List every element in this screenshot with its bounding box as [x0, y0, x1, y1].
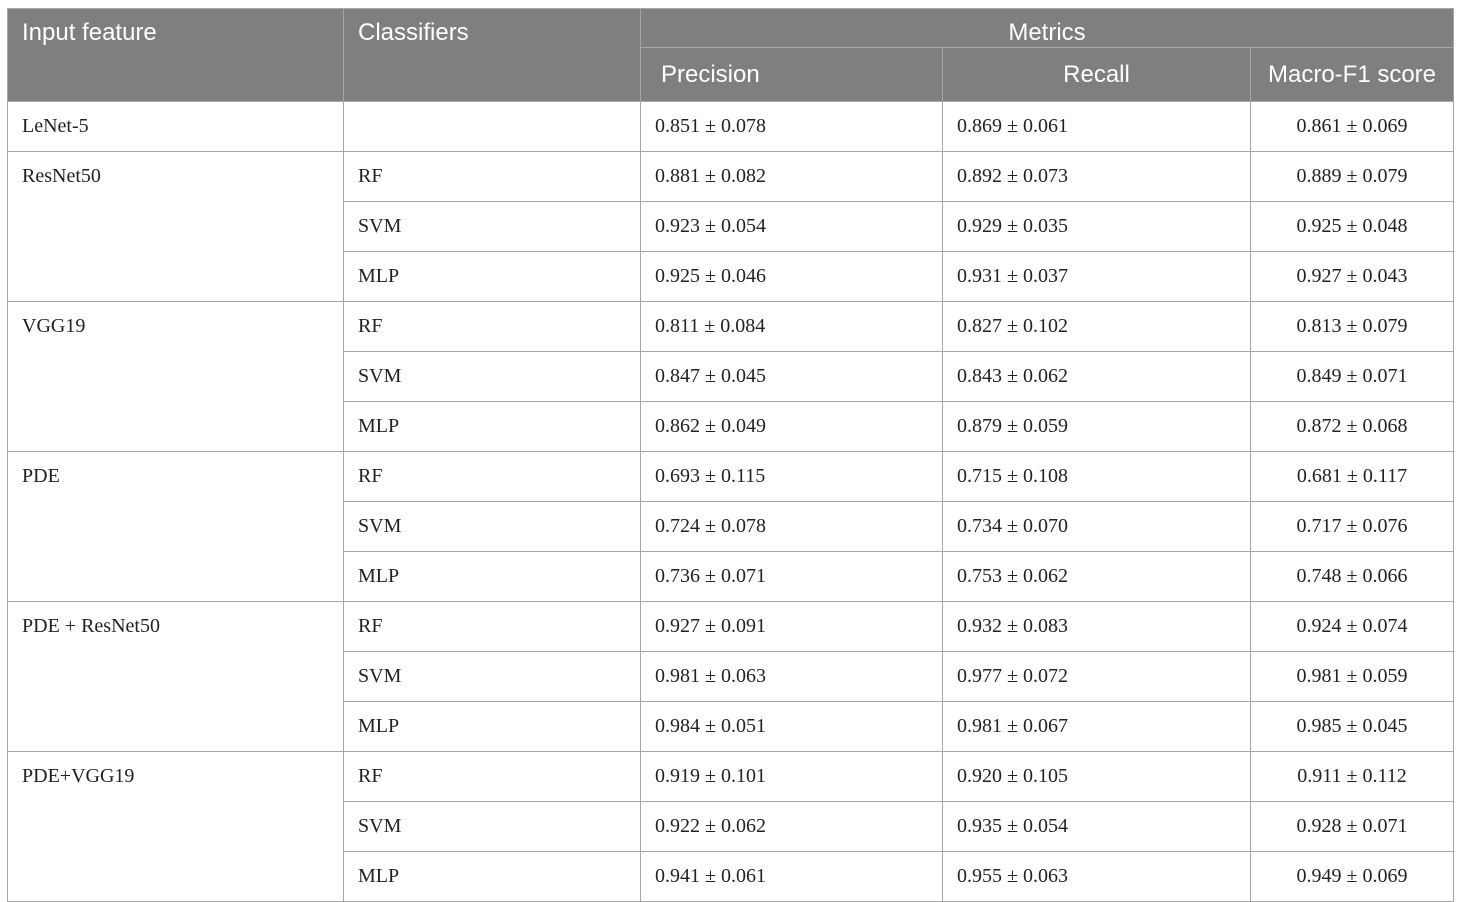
cell-precision: 0.881 ± 0.082 [641, 152, 943, 202]
cell-recall: 0.920 ± 0.105 [943, 752, 1251, 802]
header-metrics: Metrics [641, 9, 1454, 48]
cell-macro-f1: 0.861 ± 0.069 [1251, 102, 1454, 152]
cell-precision: 0.925 ± 0.046 [641, 252, 943, 302]
cell-precision: 0.984 ± 0.051 [641, 702, 943, 752]
cell-classifier: RF [344, 602, 641, 652]
cell-classifier: RF [344, 152, 641, 202]
table-header [8, 9, 1454, 102]
cell-recall: 0.827 ± 0.102 [943, 302, 1251, 352]
cell-input-feature: ResNet50 [8, 152, 344, 302]
cell-precision: 0.862 ± 0.049 [641, 402, 943, 452]
header-macro-f1: Macro-F1 score [1251, 48, 1454, 102]
cell-classifier: MLP [344, 852, 641, 902]
cell-recall: 0.715 ± 0.108 [943, 452, 1251, 502]
cell-recall: 0.977 ± 0.072 [943, 652, 1251, 702]
cell-recall: 0.931 ± 0.037 [943, 252, 1251, 302]
cell-precision: 0.851 ± 0.078 [641, 102, 943, 152]
cell-macro-f1: 0.748 ± 0.066 [1251, 552, 1454, 602]
cell-macro-f1: 0.813 ± 0.079 [1251, 302, 1454, 352]
table-row [8, 452, 1454, 502]
cell-precision: 0.724 ± 0.078 [641, 502, 943, 552]
cell-recall: 0.879 ± 0.059 [943, 402, 1251, 452]
table-row [8, 752, 1454, 802]
cell-input-feature: LeNet-5 [8, 102, 344, 152]
cell-macro-f1: 0.985 ± 0.045 [1251, 702, 1454, 752]
cell-classifier: RF [344, 302, 641, 352]
cell-input-feature: VGG19 [8, 302, 344, 452]
cell-classifier [344, 102, 641, 152]
cell-macro-f1: 0.981 ± 0.059 [1251, 652, 1454, 702]
cell-macro-f1: 0.928 ± 0.071 [1251, 802, 1454, 852]
results-table [7, 8, 1454, 902]
cell-recall: 0.892 ± 0.073 [943, 152, 1251, 202]
cell-precision: 0.847 ± 0.045 [641, 352, 943, 402]
cell-recall: 0.734 ± 0.070 [943, 502, 1251, 552]
cell-precision: 0.811 ± 0.084 [641, 302, 943, 352]
cell-precision: 0.693 ± 0.115 [641, 452, 943, 502]
cell-classifier: SVM [344, 802, 641, 852]
table-row [8, 152, 1454, 202]
cell-classifier: RF [344, 452, 641, 502]
cell-classifier: SVM [344, 652, 641, 702]
table-row [8, 602, 1454, 652]
cell-macro-f1: 0.717 ± 0.076 [1251, 502, 1454, 552]
header-classifiers: Classifiers [344, 9, 641, 102]
cell-classifier: MLP [344, 552, 641, 602]
cell-precision: 0.981 ± 0.063 [641, 652, 943, 702]
header-input-feature: Input feature [8, 9, 344, 102]
cell-input-feature: PDE+VGG19 [8, 752, 344, 902]
cell-recall: 0.753 ± 0.062 [943, 552, 1251, 602]
cell-classifier: MLP [344, 702, 641, 752]
cell-classifier: SVM [344, 202, 641, 252]
cell-classifier: SVM [344, 502, 641, 552]
cell-recall: 0.955 ± 0.063 [943, 852, 1251, 902]
cell-precision: 0.923 ± 0.054 [641, 202, 943, 252]
cell-precision: 0.941 ± 0.061 [641, 852, 943, 902]
cell-recall: 0.929 ± 0.035 [943, 202, 1251, 252]
cell-macro-f1: 0.872 ± 0.068 [1251, 402, 1454, 452]
cell-recall: 0.981 ± 0.067 [943, 702, 1251, 752]
cell-macro-f1: 0.911 ± 0.112 [1251, 752, 1454, 802]
cell-macro-f1: 0.849 ± 0.071 [1251, 352, 1454, 402]
cell-macro-f1: 0.925 ± 0.048 [1251, 202, 1454, 252]
header-recall: Recall [943, 48, 1251, 102]
cell-recall: 0.843 ± 0.062 [943, 352, 1251, 402]
cell-precision: 0.919 ± 0.101 [641, 752, 943, 802]
cell-macro-f1: 0.949 ± 0.069 [1251, 852, 1454, 902]
cell-macro-f1: 0.889 ± 0.079 [1251, 152, 1454, 202]
cell-classifier: MLP [344, 402, 641, 452]
table-row [8, 302, 1454, 352]
cell-macro-f1: 0.924 ± 0.074 [1251, 602, 1454, 652]
cell-precision: 0.922 ± 0.062 [641, 802, 943, 852]
cell-recall: 0.932 ± 0.083 [943, 602, 1251, 652]
cell-recall: 0.935 ± 0.054 [943, 802, 1251, 852]
cell-input-feature: PDE [8, 452, 344, 602]
cell-classifier: SVM [344, 352, 641, 402]
cell-precision: 0.927 ± 0.091 [641, 602, 943, 652]
header-precision: Precision [641, 48, 943, 102]
cell-input-feature: PDE + ResNet50 [8, 602, 344, 752]
cell-classifier: RF [344, 752, 641, 802]
table-row [8, 102, 1454, 152]
cell-macro-f1: 0.927 ± 0.043 [1251, 252, 1454, 302]
cell-recall: 0.869 ± 0.061 [943, 102, 1251, 152]
cell-precision: 0.736 ± 0.071 [641, 552, 943, 602]
cell-macro-f1: 0.681 ± 0.117 [1251, 452, 1454, 502]
cell-classifier: MLP [344, 252, 641, 302]
table-body [8, 102, 1454, 902]
